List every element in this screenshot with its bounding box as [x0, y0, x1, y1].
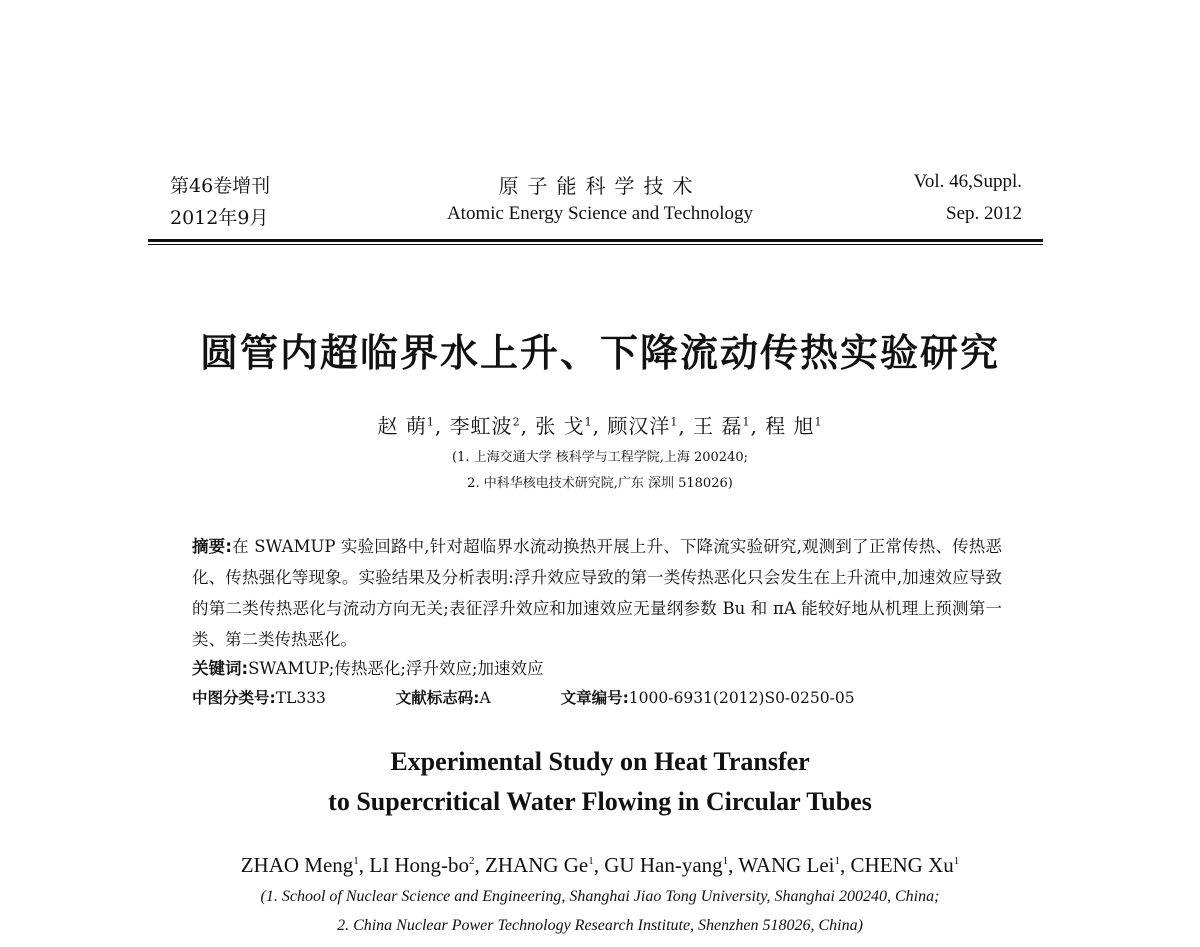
abstract-text: 在 SWAMUP 实验回路中,针对超临界水流动换热开展上升、下降流实验研究,观测到了正常传热、传热恶化、传热强化等现象。实验结果及分析表明:浮升效应导致的第一类传热恶化只会发生在上升流中,加速效应导致的第二类传热恶化与流动方向无关;表征浮升效应和加速效应无量纲参数 Bu 和 πA 能较好地从机理上预测第一类、第二类传热恶化。	[192, 537, 1002, 649]
affiliation-en: 2. China Nuclear Power Technology Research Institute, Shenzhen 518026, China)	[337, 917, 863, 934]
author-cn: 王 磊$^1$	[693, 414, 751, 438]
keywords-label: 关键词:	[192, 659, 249, 678]
doc-code-value: A	[479, 689, 491, 707]
doc-code-label: 文献标志码:	[395, 689, 480, 707]
clc-label: 中图分类号:	[192, 689, 276, 707]
author-list-en: ZHAO Meng$^1$, LI Hong-$bo^2$, ZHANG Ge$^1$, GU Han-yang$^1$, WANG Lei$^1$, CHENG Xu$^1$	[240, 853, 960, 877]
article-no-value: 1000-6931(2012)S0-0250-05	[628, 689, 855, 707]
author-en: ZHANG Ge$^1$	[485, 853, 594, 877]
author-en: GU Han-yang$^1$	[604, 853, 729, 877]
author-en: WANG Lei$^1$	[738, 853, 841, 877]
clc-value: TL333	[275, 689, 326, 707]
affiliation-en: (1. School of Nuclear Science and Engineering, Shanghai Jiao Tong University, Shanghai 200240, China;	[260, 888, 940, 905]
paper-title-cn: 圆管内超临界水上升、下降流动传热实验研究	[199, 331, 1000, 375]
keywords	[192, 655, 543, 679]
affiliation-cn: (1. 上海交通大学 核科学与工程学院,上海 200240;	[451, 450, 748, 465]
abstract-label: 摘要:	[192, 537, 232, 556]
date-en: Sep. 2012	[946, 203, 1022, 224]
author-cn: 张 戈$^1$	[535, 414, 593, 438]
author-en: CHENG Xu$^1$	[850, 853, 960, 877]
title-en-line: Experimental Study on Heat Transfer	[390, 747, 810, 776]
author-list-cn: 赵 萌$^1$, 李虹波$^2$, 张 戈$^1$, 顾汉洋$^1$, 王 磊$^1$, 程 旭$^1$	[377, 414, 823, 438]
volume-en: Vol. 46,Suppl.	[913, 171, 1022, 192]
abstract	[192, 531, 1002, 655]
author-cn: 赵 萌$^1$	[377, 414, 435, 438]
affiliation-cn: 2. 中科华核电技术研究院,广东 深圳 518026)	[467, 476, 733, 491]
volume-cn: 第46卷增刊	[170, 175, 271, 197]
date-cn: 2012年9月	[170, 207, 269, 229]
author-en: LI Hong-$bo^2$	[369, 853, 475, 877]
author-cn: 顾汉洋$^1$	[607, 414, 679, 438]
article-no-label: 文章编号:	[560, 689, 629, 707]
classification-line	[192, 686, 855, 708]
header-rule	[148, 239, 1043, 242]
author-cn: 李虹波$^2$	[449, 414, 521, 438]
keywords-text: SWAMUP;传热恶化;浮升效应;加速效应	[248, 659, 544, 678]
journal-title-cn: 原子能科学技术	[498, 174, 702, 198]
header-rule-thin	[148, 244, 1043, 245]
title-en-line: to Supercritical Water Flowing in Circular Tubes	[328, 787, 872, 816]
journal-title-en: Atomic Energy Science and Technology	[446, 203, 754, 224]
paper-title-en	[0, 742, 1200, 822]
author-cn: 程 旭$^1$	[765, 414, 823, 438]
author-en: ZHAO Meng$^1$	[240, 853, 359, 877]
